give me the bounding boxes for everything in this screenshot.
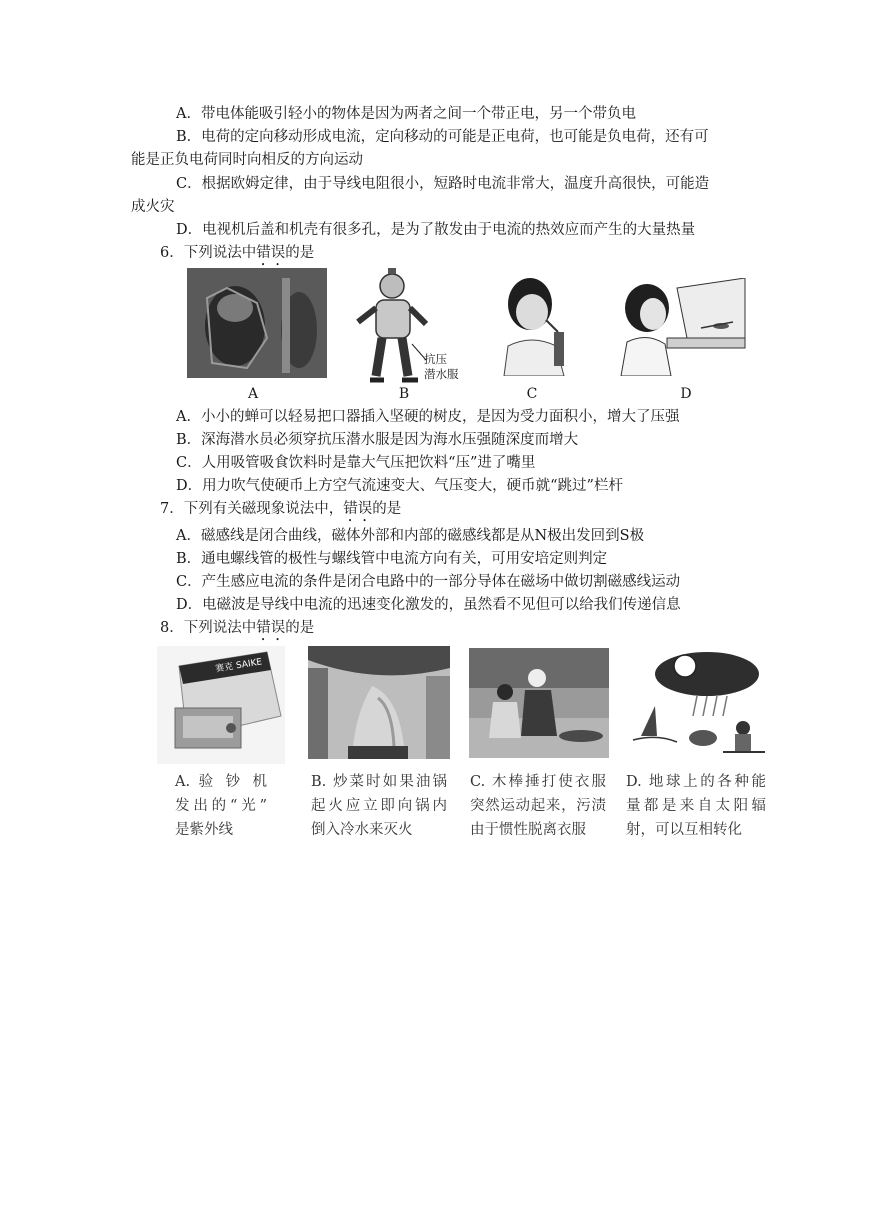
q8-caption-a-line2: 发出的“光” (175, 798, 267, 814)
q8-caption-c-line2: 突然运动起来，污渍 (470, 798, 606, 814)
q5-option-c-line2: 成火灾 (131, 199, 175, 215)
q8-caption-c-line1: C. 木棒捶打使衣服 (470, 774, 606, 790)
q8-caption-c-line3: 由于惯性脱离衣服 (470, 822, 586, 838)
q7-stem-emphasis: 错误 (343, 501, 373, 517)
coin-blow-illustration (617, 278, 747, 376)
q5-option-a: A．带电体能吸引轻小的物体是因为两者之间一个带正电，另一个带负电 (176, 106, 636, 122)
q6-stem-prefix: 6．下列说法中 (160, 245, 257, 261)
solar-energy-image (627, 646, 765, 758)
q6-stem-emphasis: 错误 (256, 245, 286, 261)
q5-option-c-line1: C．根据欧姆定律，由于导线电阻很小，短路时电流非常大，温度升高很快，可能造 (176, 176, 710, 192)
diver-suit-label-line1: 抗压 (424, 352, 447, 366)
q7-option-c: C．产生感应电流的条件是闭合电路中的一部分导体在磁场中做切割磁感线运动 (176, 574, 681, 590)
q7-option-d: D．电磁波是导线中电流的迅速变化激发的，虽然看不见但可以给我们传递信息 (176, 597, 681, 613)
q6-option-c: C．人用吸管吸食饮料时是靠大气压把饮料“压”进了嘴里 (176, 455, 536, 471)
money-detector-brand: 赛克 SAIKE (214, 657, 263, 675)
q8-caption-a (175, 770, 267, 842)
q6-option-d: D．用力吹气使硬币上方空气流速变大、气压变大，硬币就“跳过”栏杆 (176, 478, 623, 494)
q5-option-d: D．电视机后盖和机壳有很多孔，是为了散发由于电流的热效应而产生的大量热量 (176, 222, 696, 238)
cicada-illustration (187, 268, 327, 378)
kitchen-fire-image (308, 646, 450, 759)
q8-caption-d-line2: 量都是来自太阳辐 (626, 798, 766, 814)
cicada-image (187, 268, 327, 378)
laundry-river-illustration (469, 648, 609, 758)
q6-image-label-a: A (247, 386, 259, 402)
q8-caption-d (626, 770, 766, 842)
q8-caption-b-line3: 倒入冷水来灭火 (311, 822, 413, 838)
q8-stem (160, 618, 314, 644)
q8-caption-a-line3: 是紫外线 (175, 822, 233, 838)
q6-image-label-c: C (526, 386, 538, 402)
q6-image-label-b: B (398, 386, 410, 402)
money-detector-image (157, 646, 285, 764)
q8-caption-c (470, 770, 606, 842)
drinking-straw-image (494, 272, 578, 376)
kitchen-fire-illustration (308, 646, 450, 759)
q8-stem-emphasis: 错误 (256, 620, 286, 636)
q6-option-a: A．小小的蝉可以轻易把口器插入坚硬的树皮，是因为受力面积小，增大了压强 (176, 409, 680, 425)
q7-stem-suffix: 的是 (372, 501, 402, 517)
q8-caption-b (311, 770, 447, 842)
q8-stem-suffix: 的是 (285, 620, 315, 636)
solar-energy-illustration (627, 646, 765, 758)
q8-stem-prefix: 8．下列说法中 (160, 620, 257, 636)
q5-option-b-line2: 能是正负电荷同时向相反的方向运动 (131, 152, 363, 168)
q7-option-b: B．通电螺线管的极性与螺线管中电流方向有关，可用安培定则判定 (176, 551, 608, 567)
q6-image-label-d: D (680, 386, 692, 402)
q8-caption-d-line1: D. 地球上的各种能 (626, 774, 766, 790)
q8-caption-d-line3: 射，可以互相转化 (626, 822, 742, 838)
diver-image (352, 264, 460, 386)
q8-caption-b-line2: 起火应立即向锅内 (311, 798, 447, 814)
q7-stem-prefix: 7．下列有关磁现象说法中， (160, 501, 344, 517)
q8-caption-b-line1: B. 炒菜时如果油锅 (311, 774, 447, 790)
diver-suit-label-line2: 潜水服 (424, 367, 459, 381)
q6-stem-suffix: 的是 (285, 245, 315, 261)
q8-caption-a-line1: A. 验 钞 机 (175, 774, 267, 790)
q5-option-b-line1: B．电荷的定向移动形成电流，定向移动的可能是正电荷，也可能是负电荷，还有可 (176, 129, 709, 145)
laundry-river-image (469, 648, 609, 758)
q6-option-b: B．深海潜水员必须穿抗压潜水服是因为海水压强随深度而增大 (176, 432, 579, 448)
coin-blow-image (617, 278, 747, 376)
q7-option-a: A．磁感线是闭合曲线，磁体外部和内部的磁感线都是从N极出发回到S极 (176, 528, 645, 544)
diver-suit-label (424, 352, 459, 382)
q7-stem (160, 499, 401, 525)
straw-boy-illustration (494, 272, 578, 376)
q6-stem (160, 243, 314, 269)
